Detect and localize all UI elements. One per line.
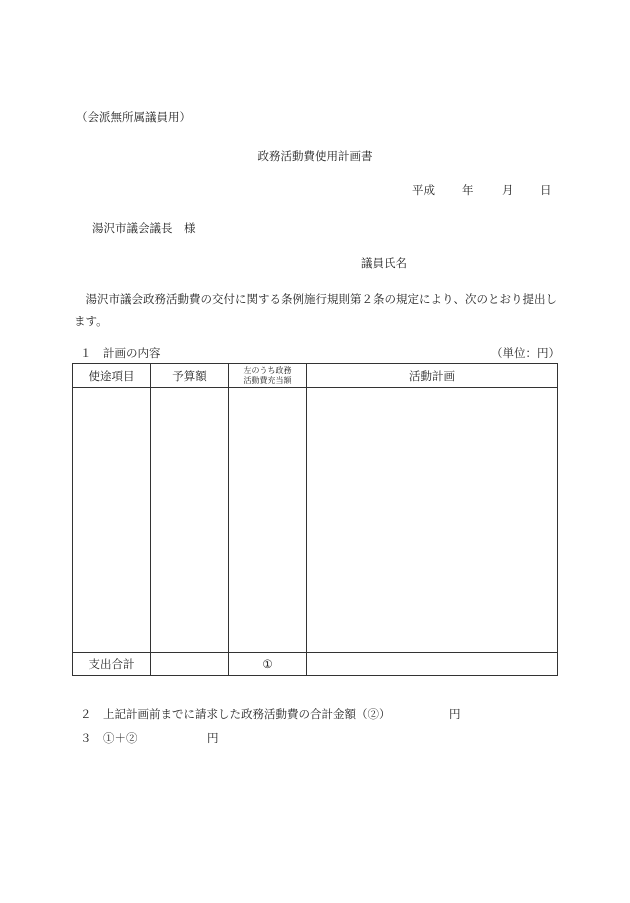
total-label: 支出合計: [73, 653, 151, 676]
date-month-unit: 月: [502, 183, 514, 197]
total-allocated-cell[interactable]: ①: [229, 653, 307, 676]
plan-table: [72, 363, 558, 676]
unit-label: （単位：円）: [491, 346, 560, 360]
section2-text: ２ 上記計画前までに請求した政務活動費の合計金額（②）: [80, 707, 391, 721]
allocated-amount-cell[interactable]: [229, 388, 307, 653]
table-header-row: [73, 364, 558, 388]
addressee: 湯沢市議会議長 様: [92, 221, 196, 235]
total-budget-cell[interactable]: [151, 653, 229, 676]
date-day-unit: 日: [540, 183, 552, 197]
activity-plan-cell[interactable]: [307, 388, 558, 653]
col-budget: 予算額: [151, 364, 229, 388]
section1-heading: １ 計画の内容: [80, 346, 161, 360]
section2-unit: 円: [449, 707, 461, 721]
section3-text: ３ ①＋②: [80, 731, 138, 745]
col-usage-item: 使途項目: [73, 364, 151, 388]
date-year-unit: 年: [462, 183, 474, 197]
date-era: 平成: [412, 183, 435, 197]
table-row: [73, 388, 558, 653]
usage-item-cell[interactable]: [73, 388, 151, 653]
member-name-label: 議員氏名: [361, 256, 407, 270]
body-paragraph: 湯沢市議会政務活動費の交付に関する条例施行規則第２条の規定により、次のとおり提出します。: [74, 292, 557, 328]
section3-unit: 円: [207, 731, 219, 745]
col-activity-plan: 活動計画: [307, 364, 558, 388]
col-allocated-line1: 左のうち政務: [243, 365, 292, 375]
document-title: 政務活動費使用計画書: [257, 149, 373, 163]
form-category: （会派無所属議員用）: [76, 110, 191, 124]
total-activity-cell: [307, 653, 558, 676]
col-allocated-amount: [229, 364, 307, 388]
col-allocated-line2: 活動費充当額: [243, 375, 292, 385]
budget-cell[interactable]: [151, 388, 229, 653]
table-total-row: [73, 653, 558, 676]
